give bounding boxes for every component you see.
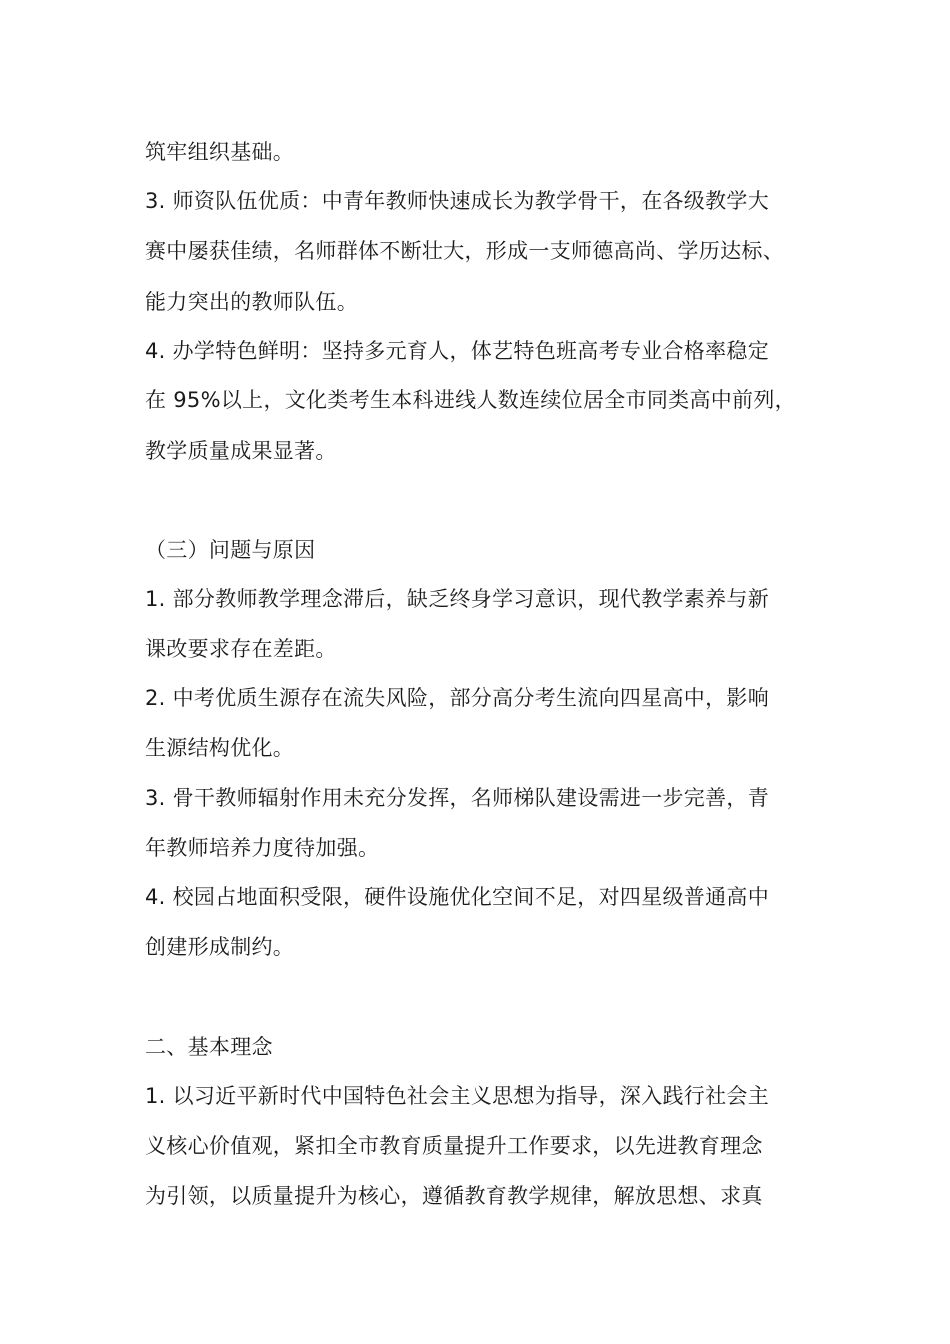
text-line: 赛中屡获佳绩，名师群体不断壮大，形成一支师德高尚、学历达标、	[145, 239, 784, 263]
text-line: 1. 部分教师教学理念滞后，缺乏终身学习意识，现代教学素养与新	[145, 587, 770, 611]
text-line: 3. 师资队伍优质：中青年教师快速成长为教学骨干，在各级教学大	[145, 189, 770, 213]
text-line: 教学质量成果显著。	[145, 439, 337, 463]
text-line: 2. 中考优质生源存在流失风险，部分高分考生流向四星高中，影响	[145, 686, 770, 710]
text-line: 课改要求存在差距。	[145, 637, 337, 661]
text-line: 1. 以习近平新时代中国特色社会主义思想为指导，深入践行社会主	[145, 1084, 770, 1108]
text-line: 筑牢组织基础。	[145, 140, 295, 164]
text-line: 在 95%以上，文化类考生本科进线人数连续位居全市同类高中前列，	[145, 388, 796, 412]
text-line: 生源结构优化。	[145, 736, 295, 760]
section-heading: （三）问题与原因	[145, 538, 316, 562]
text-line: 4. 校园占地面积受限，硬件设施优化空间不足，对四星级普通高中	[145, 885, 770, 909]
text-line: 创建形成制约。	[145, 935, 295, 959]
text-line: 能力突出的教师队伍。	[145, 290, 358, 314]
section-heading: 二、基本理念	[145, 1035, 273, 1059]
text-line: 年教师培养力度待加强。	[145, 836, 380, 860]
text-line: 3. 骨干教师辐射作用未充分发挥，名师梯队建设需进一步完善，青	[145, 786, 770, 810]
text-line: 为引领，以质量提升为核心，遵循教育教学规律，解放思想、求真	[145, 1184, 763, 1208]
text-line: 义核心价值观，紧扣全市教育质量提升工作要求，以先进教育理念	[145, 1134, 763, 1158]
text-line: 4. 办学特色鲜明：坚持多元育人，体艺特色班高考专业合格率稳定	[145, 339, 770, 363]
